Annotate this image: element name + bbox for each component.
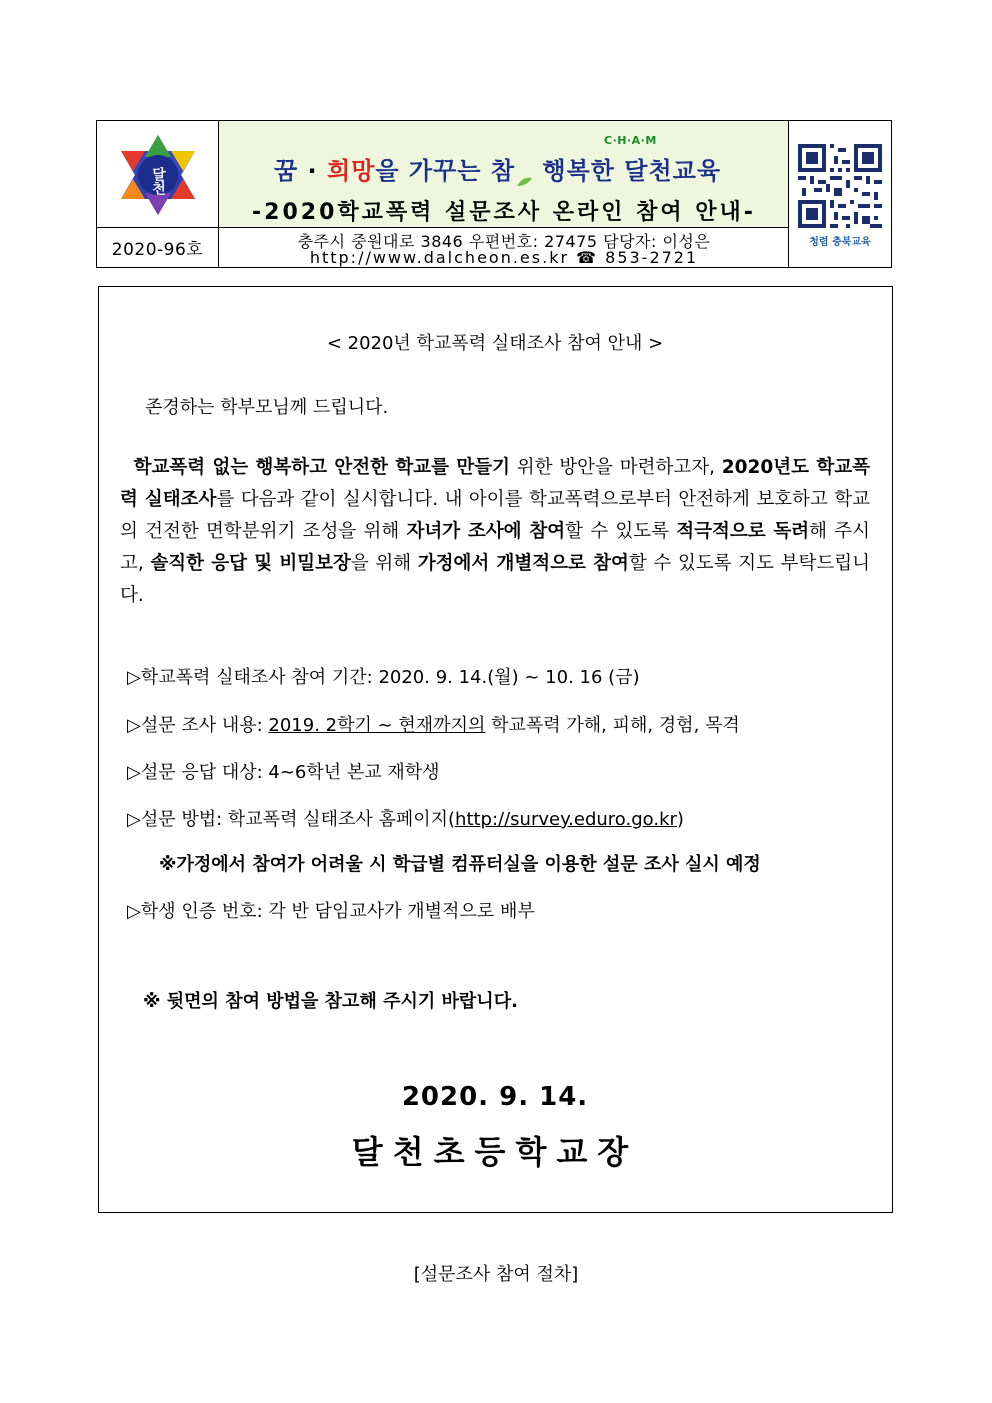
para-s8: 해 주시고, — [120, 521, 870, 574]
para-s7: 적극적으로 독려 — [676, 521, 810, 542]
item-method-suffix: ) — [676, 809, 684, 830]
para-s5: 자녀가 조사에 참여 — [406, 521, 566, 542]
qr-caption: 청렴 충북교육 — [809, 237, 871, 248]
letterhead-table — [96, 120, 892, 268]
school-logo — [97, 121, 219, 228]
address-cell — [219, 228, 789, 267]
logo-text: 달천 — [150, 167, 166, 195]
para-s6: 할 수 있도록 — [565, 521, 677, 542]
notice-date: 2020. 9. 14. — [401, 1082, 589, 1112]
url-phone-line: http://www.dalcheon.es.kr ☎ 853-2721 — [309, 248, 699, 267]
slogan-part1: 꿈 — [274, 157, 299, 185]
item-method — [127, 805, 684, 831]
leaf-icon — [515, 166, 533, 178]
item-content-prefix: ▷설문 조사 내용: — [127, 715, 269, 736]
survey-link[interactable]: http://survey.eduro.go.kr — [455, 809, 677, 830]
slogan — [274, 134, 722, 186]
para-s2: 위한 방안을 마련하고자, — [509, 457, 722, 478]
greeting: 존경하는 학부모님께 드립니다. — [145, 397, 389, 418]
notice-heading: < 2020년 학교폭력 실태조사 참여 안내 > — [326, 333, 664, 354]
document-subtitle: -2020학교폭력 설문조사 온라인 참여 안내- — [252, 200, 756, 225]
para-s10: 을 위해 — [350, 553, 418, 574]
cham-label: C·H·A·M — [604, 134, 657, 147]
slogan-part2: 희망 — [327, 157, 376, 185]
qr-code-icon — [798, 144, 882, 228]
para-s9: 솔직한 응답 및 비밀보장 — [150, 553, 351, 574]
para-s12: 할 수 있도록 지도 부탁드립니다. — [120, 553, 870, 606]
para-s11: 가정에서 개별적으로 참여 — [417, 553, 629, 574]
intro-paragraph — [120, 452, 870, 612]
procedure-label: [설문조사 참여 절차] — [413, 1264, 579, 1285]
item-content — [127, 711, 740, 737]
item-target: ▷설문 응답 대상: 4~6학년 본교 재학생 — [127, 762, 440, 783]
document-number: 2020-96호 — [97, 228, 219, 267]
signer-name: 달천초등학교장 — [351, 1133, 639, 1171]
item-method-note: ※가정에서 참여가 어려울 시 학급별 컴퓨터실을 이용한 설문 조사 실시 예정 — [159, 854, 761, 875]
reference-note: ※ 뒷면의 참여 방법을 참고해 주시기 바랍니다. — [143, 991, 518, 1012]
item-auth: ▷학생 인증 번호: 각 반 담임교사가 개별적으로 배부 — [127, 901, 535, 922]
slogan-sep: · — [298, 157, 328, 185]
item-method-prefix: ▷설문 방법: 학교폭력 실태조사 홈페이지( — [127, 809, 456, 830]
item-period: ▷학교폭력 실태조사 참여 기간: 2020. 9. 14.(월) ~ 10. 16 (금) — [127, 667, 640, 688]
school-logo-cell — [97, 121, 219, 228]
address-line: 충주시 중원대로 3846 우편번호: 27475 담당자: 이성은 — [297, 232, 711, 251]
para-s1: 학교폭력 없는 행복하고 안전한 학교를 만들기 — [133, 457, 510, 478]
title-cell — [219, 121, 789, 228]
notice-box — [98, 286, 893, 1213]
slogan-part3: 을 가꾸는 참 — [375, 157, 516, 185]
qr-cell — [789, 121, 891, 267]
para-s3: 2020년도 학교폭력 실태조사 — [120, 457, 870, 510]
para-s4: 를 다음과 같이 실시합니다. 내 아이를 학교폭력으로부터 안전하게 보호하고 학교의 건전한 면학분위기 조성을 위해 — [120, 489, 871, 542]
slogan-part4: 행복한 달천교육 — [533, 157, 722, 185]
item-content-suffix: 학교폭력 가해, 피해, 경험, 목격 — [485, 715, 740, 736]
item-content-underline: 2019. 2학기 ~ 현재까지의 — [268, 715, 486, 736]
